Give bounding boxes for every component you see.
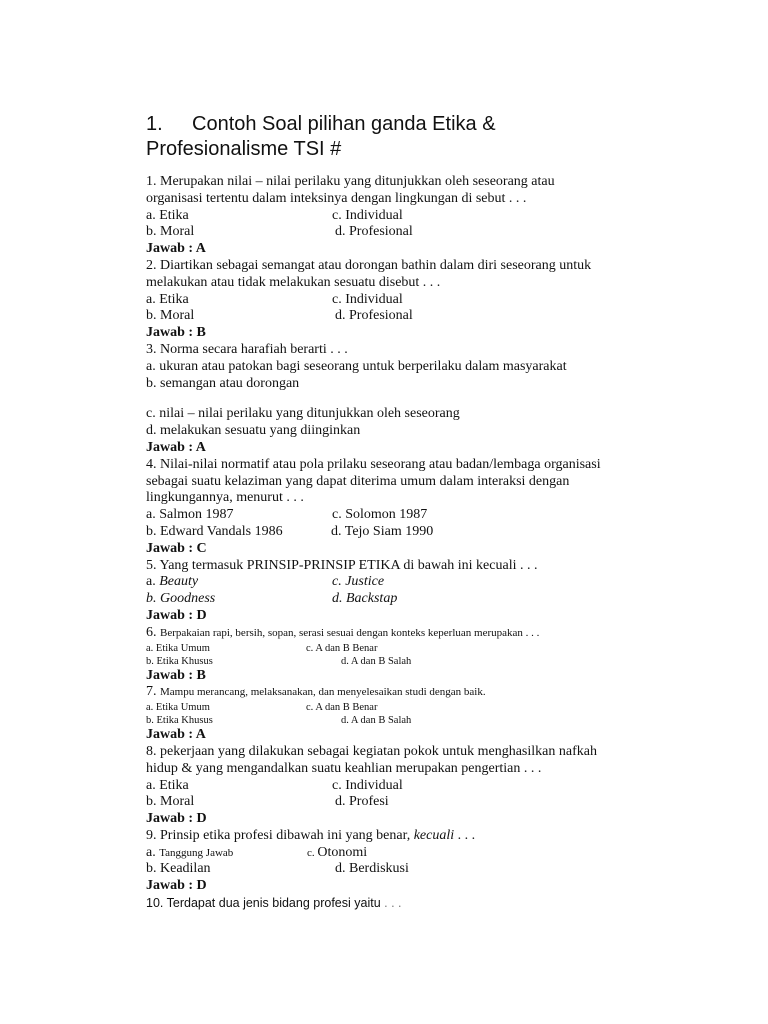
question-6-option-a: a. Etika Umum [146, 642, 210, 654]
question-5-option-a-text: Beauty [159, 574, 199, 590]
question-7-options-row-1 [146, 701, 706, 714]
question-2-options-row-1 [146, 292, 706, 309]
question-5-answer: Jawab : D [146, 607, 207, 623]
question-9-options-row-2 [146, 861, 706, 878]
question-9-answer: Jawab : D [146, 878, 207, 894]
question-6-text-1: Berpakaian rapi, bersih, sopan, serasi sesuai dengan konteks keperluan merupakan . . . [160, 626, 540, 639]
question-9-option-a-text: Tanggung Jawab [159, 846, 234, 859]
question-6-option-c: c. A dan B Benar [306, 642, 378, 654]
question-3-option-a: a. ukuran atau patokan bagi seseorang untuk berperilaku dalam masyarakat [146, 358, 567, 374]
question-5-option-c: c. Justice [332, 574, 385, 590]
question-1-option-a: a. Etika [146, 207, 189, 223]
question-7-options-row-2 [146, 714, 706, 727]
page-title [146, 112, 706, 162]
question-10-text-end: . . . [380, 896, 402, 911]
question-4-text-2: sebagai suatu kelaziman yang dapat diterima umum dalam interaksi dengan [146, 473, 570, 489]
question-4-options-row-2 [146, 524, 706, 541]
question-7-answer: Jawab : A [146, 727, 206, 743]
question-6-number: 6. [146, 624, 157, 640]
question-5-option-d: d. Backstap [332, 591, 398, 607]
question-5-options-row-2 [146, 591, 706, 608]
question-9-options-row-1 [146, 845, 706, 862]
question-8-option-b: b. Moral [146, 794, 195, 810]
question-1-text-1: 1. Merupakan nilai – nilai perilaku yang ditunjukkan oleh seseorang atau [146, 174, 555, 189]
question-4-text-1: 4. Nilai-nilai normatif atau pola prilaku seseorang atau badan/lembaga organisasi [146, 456, 601, 472]
question-7-option-d: d. A dan B Salah [341, 715, 412, 727]
question-1-option-c: c. Individual [332, 207, 403, 223]
question-9-option-c [307, 845, 367, 862]
question-9-text-end: . . . [454, 827, 476, 843]
question-8-text-1: 8. pekerjaan yang dilakukan sebagai kegiatan pokok untuk menghasilkan nafkah [146, 743, 597, 759]
question-4-answer: Jawab : C [146, 540, 207, 556]
question-9-text-main: 9. Prinsip etika profesi dibawah ini yang benar, [146, 827, 414, 843]
question-9-option-d: d. Berdiskusi [335, 861, 409, 877]
question-1-option-d: d. Profesional [335, 224, 413, 240]
title-line-2: Profesionalisme TSI # [146, 138, 342, 160]
question-2-options-row-2 [146, 308, 706, 325]
question-7-number: 7. [146, 684, 157, 700]
question-4-option-a: a. Salmon 1987 [146, 507, 234, 523]
question-4-text-3: lingkungannya, menurut . . . [146, 490, 304, 506]
question-2-option-b: b. Moral [146, 308, 195, 324]
question-2-option-c: c. Individual [332, 291, 403, 307]
question-8-text-2: hidup & yang mengandalkan suatu keahlian merupakan pengertian . . . [146, 760, 542, 776]
question-6-text-line [146, 625, 706, 642]
question-2-option-d: d. Profesional [335, 308, 413, 324]
question-2-option-a: a. Etika [146, 291, 189, 307]
question-4-options-row-1 [146, 507, 706, 524]
document-page [146, 112, 706, 912]
question-8-option-c: c. Individual [332, 777, 403, 793]
question-5-option-a [146, 574, 198, 591]
question-6-answer: Jawab : B [146, 667, 206, 683]
question-5-option-b: b. Goodness [146, 591, 216, 607]
question-5-options-row-1 [146, 574, 706, 591]
question-7-option-a: a. Etika Umum [146, 702, 210, 714]
question-2-text-1: 2. Diartikan sebagai semangat atau dorongan bathin dalam diri seseorang untuk [146, 257, 592, 273]
question-9-text-italic: kecuali [413, 827, 455, 843]
question-1-text-2: organisasi tertentu dalam inteksinya dengan lingkungan di sebut . . . [146, 190, 527, 206]
question-3-text-1: 3. Norma secara harafiah berarti . . . [146, 341, 348, 357]
question-5-text-1: 5. Yang termasuk PRINSIP-PRINSIP ETIKA di bawah ini kecuali . . . [146, 557, 538, 573]
question-1-options-row-1 [146, 208, 706, 225]
question-3-option-b: b. semangan atau dorongan [146, 375, 300, 391]
question-9-option-c-prefix: c. [307, 846, 318, 859]
question-9-option-a-prefix: a. [146, 844, 160, 860]
question-1-options-row-2 [146, 224, 706, 241]
question-9-option-a [146, 845, 233, 862]
question-7-text-1: Mampu merancang, melaksanakan, dan menyelesaikan studi dengan baik. [160, 686, 486, 699]
question-2-text-2: melakukan atau tidak melakukan sesuatu disebut . . . [146, 274, 441, 290]
question-9-option-b: b. Keadilan [146, 861, 211, 877]
question-6-options-row-2 [146, 655, 706, 668]
question-7-option-c: c. A dan B Benar [306, 702, 378, 714]
question-6-option-b: b. Etika Khusus [146, 655, 213, 667]
question-8-answer: Jawab : D [146, 811, 207, 827]
question-10-text [146, 895, 706, 912]
question-3-answer: Jawab : A [146, 439, 206, 455]
question-8-options-row-1 [146, 778, 706, 795]
question-10-text-main: 10. Terdapat dua jenis bidang profesi yaitu [146, 896, 381, 911]
question-6-option-d: d. A dan B Salah [341, 655, 412, 667]
question-1-answer: Jawab : A [146, 241, 206, 257]
question-6-options-row-1 [146, 642, 706, 655]
question-9-option-c-text: Otonomi [317, 844, 368, 860]
question-1-option-b: b. Moral [146, 224, 195, 240]
question-7-text-line [146, 684, 706, 701]
question-8-option-d: d. Profesi [335, 794, 389, 810]
question-5-option-a-prefix: a. [146, 574, 160, 590]
question-2-answer: Jawab : B [146, 325, 206, 341]
title-line-1: Contoh Soal pilihan ganda Etika & [192, 113, 496, 135]
question-7-option-b: b. Etika Khusus [146, 715, 213, 727]
question-3-option-c: c. nilai – nilai perilaku yang ditunjukkan oleh seseorang [146, 406, 460, 422]
question-9-text-1 [146, 828, 706, 845]
title-number: 1. [146, 113, 163, 135]
question-4-option-d: d. Tejo Siam 1990 [331, 523, 434, 539]
question-3-option-d: d. melakukan sesuatu yang diinginkan [146, 423, 361, 439]
question-4-option-c: c. Solomon 1987 [332, 507, 428, 523]
question-4-option-b: b. Edward Vandals 1986 [146, 523, 283, 539]
question-8-options-row-2 [146, 794, 706, 811]
spacer [146, 392, 706, 406]
question-8-option-a: a. Etika [146, 777, 189, 793]
